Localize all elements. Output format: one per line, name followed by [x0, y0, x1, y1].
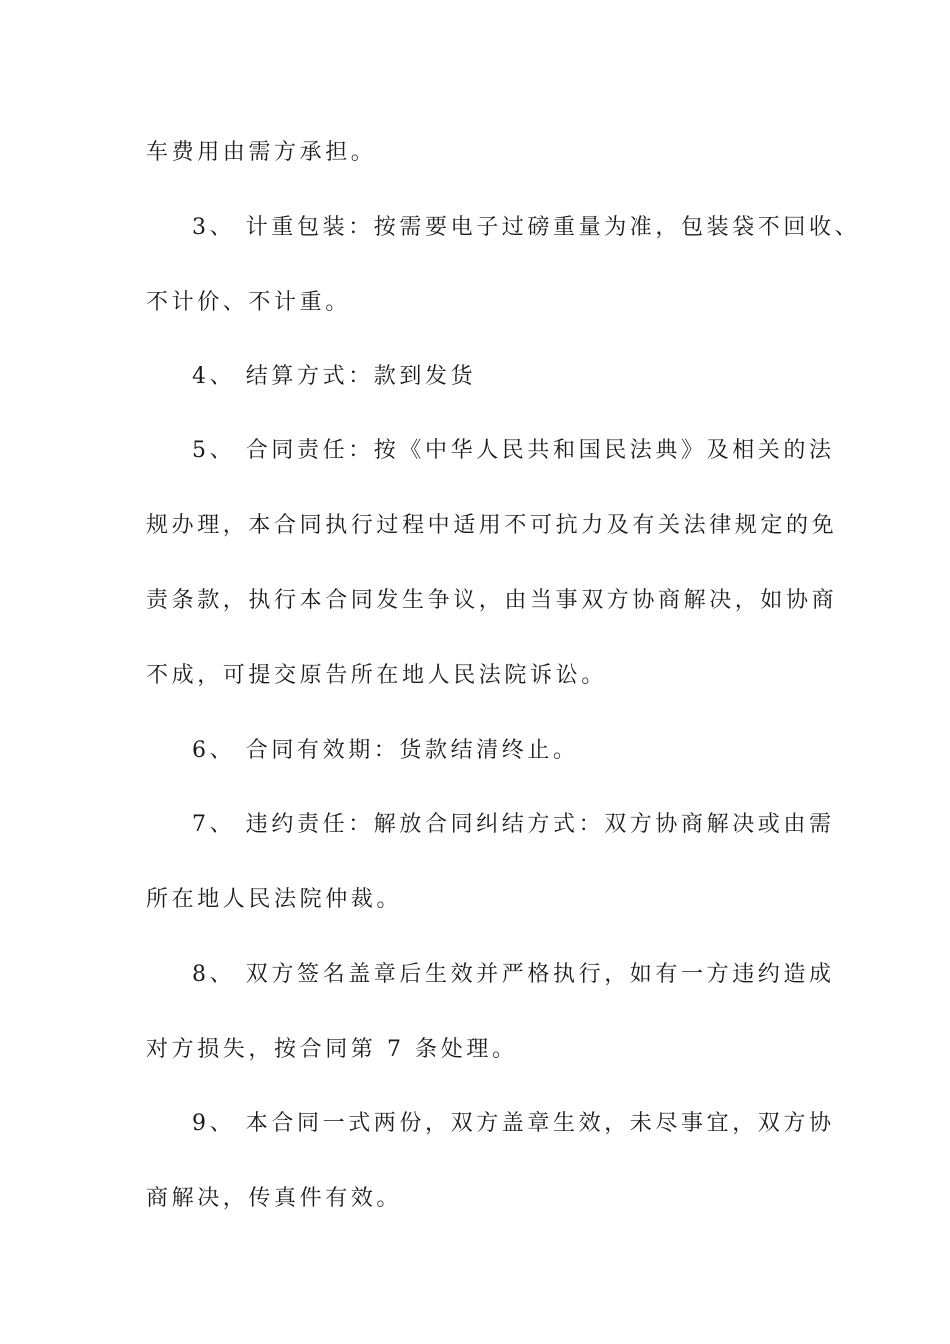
text-line: 对方损失，按合同第 7 条处理。	[146, 1037, 518, 1062]
text-line: 规办理，本合同执行过程中适用不可抗力及有关法律规定的免	[146, 513, 838, 538]
text-line: 责条款，执行本合同发生争议，由当事双方协商解决，如协商	[146, 588, 838, 613]
clause-5-line: 5、 合同责任：按《中华人民共和国民法典》及相关的法	[192, 438, 835, 463]
clause-3-line: 3、 计重包装：按需要电子过磅重量为准，包装袋不回收、	[192, 215, 861, 240]
text-line: 不计价、不计重。	[146, 290, 351, 315]
clause-7-line: 7、 违约责任：解放合同纠结方式：双方协商解决或由需	[192, 812, 835, 837]
clause-9-line: 9、 本合同一式两份，双方盖章生效，未尽事宜，双方协	[192, 1111, 835, 1136]
text-line: 车费用由需方承担。	[146, 140, 377, 165]
clause-4-line: 4、 结算方式：款到发货	[192, 364, 477, 389]
text-line: 商解决，传真件有效。	[146, 1186, 403, 1211]
text-line: 所在地人民法院仲裁。	[146, 887, 403, 912]
clause-8-line: 8、 双方签名盖章后生效并严格执行，如有一方违约造成	[192, 962, 835, 987]
text-line: 不成，可提交原告所在地人民法院诉讼。	[146, 663, 607, 688]
clause-6-line: 6、 合同有效期：货款结清终止。	[192, 738, 579, 763]
